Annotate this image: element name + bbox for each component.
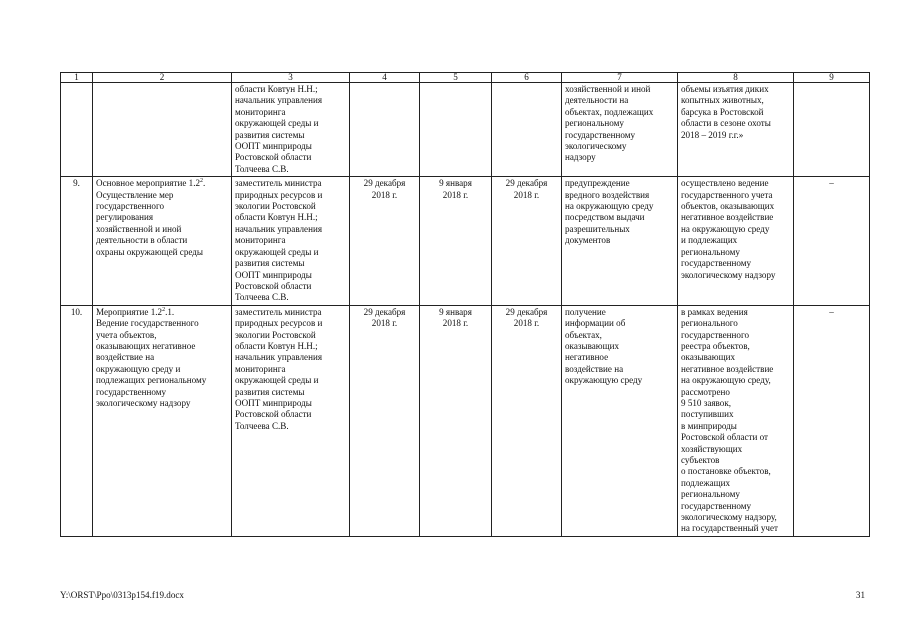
col-header: 3 [232,73,350,83]
planned-date-cell [350,83,420,177]
measure-name-cell [93,83,232,177]
measure-name-cell [93,177,232,305]
planned-date-cell: 29 декабря 2018 г. [350,177,420,305]
row-number-cell: 9. [61,177,93,305]
start-date-cell: 9 января 2018 г. [420,177,492,305]
col-header: 9 [794,73,870,83]
actual-result-cell: в рамках ведения регионального государственного реестра объектов, оказывающих негативное воздействие на окружающую среду, рассмотрено 9 510 заявок, поступивших в минприроды Ростовской области от хозяйствующих субъектов о постановке объектов, подлежащих региональному государственному экологическому надзору, на государственный учет [678,305,794,536]
page-number: 31 [855,590,865,600]
measure-name-text: Основное мероприятие 1.2 [96,178,201,189]
reason-cell: – [794,305,870,536]
planned-date-cell: 29 декабря 2018 г. [350,305,420,536]
measure-name-text: Мероприятие 1.2 [96,306,163,317]
table-row [61,177,870,305]
reason-cell [794,83,870,177]
file-path: Y:\ORST\Ppo\0313p154.f19.docx [60,590,184,600]
actual-result-cell: осуществлено ведение государственного учета объектов, оказывающих негативное воздействие на окружающую среду и подлежащих региональному государственному экологическому надзору [678,177,794,305]
end-date-cell: 29 декабря 2018 г. [492,305,562,536]
col-header: 4 [350,73,420,83]
responsible-cell: заместитель министра природных ресурсов и экологии Ростовской области Ковтун Н.Н.; начальник управления мониторинга окружающей среды и развития системы ООПТ минприроды Ростовской области Толчеева С.В. [232,177,350,305]
start-date-cell [420,83,492,177]
expected-result-cell: получение информации об объектах, оказывающих негативное воздействие на окружающую среду [562,305,678,536]
col-header: 1 [61,73,93,83]
actual-result-cell: объемы изъятия диких копытных животных, барсука в Ростовской области в сезоне охоты 2018 – 2019 г.г.» [678,83,794,177]
superscript: 2 [200,178,204,185]
measures-table [60,72,870,537]
reason-cell: – [794,177,870,305]
start-date-cell: 9 января 2018 г. [420,305,492,536]
col-header: 8 [678,73,794,83]
measure-name-cell [93,305,232,536]
header-row [61,73,870,83]
col-header: 6 [492,73,562,83]
end-date-cell: 29 декабря 2018 г. [492,177,562,305]
table-row [61,83,870,177]
responsible-cell: заместитель министра природных ресурсов и экологии Ростовской области Ковтун Н.Н.; начальник управления мониторинга окружающей среды и развития системы ООПТ минприроды Ростовской области Толчеева С.В. [232,305,350,536]
measure-name-text: .1. Ведение государственного учета объектов, оказывающих негативное воздействие на окружающую среду и подлежащих региональному государственному экологическому надзору [96,306,207,408]
superscript: 2 [162,306,166,313]
row-number-cell [61,83,93,177]
col-header: 7 [562,73,678,83]
end-date-cell [492,83,562,177]
measure-name-text: . Осуществление мер государственного регулирования хозяйственной и иной деятельности в области охраны окружающей среды [96,178,206,257]
responsible-cell: области Ковтун Н.Н.; начальник управления мониторинга окружающей среды и развития системы ООПТ минприроды Ростовской области Толчеева С.В. [232,83,350,177]
row-number-cell: 10. [61,305,93,536]
col-header: 2 [93,73,232,83]
expected-result-cell: хозяйственной и иной деятельности на объектах, подлежащих региональному государственному экологическому надзору [562,83,678,177]
table-row [61,305,870,536]
expected-result-cell: предупреждение вредного воздействия на окружающую среду посредством выдачи разрешительных документов [562,177,678,305]
col-header: 5 [420,73,492,83]
